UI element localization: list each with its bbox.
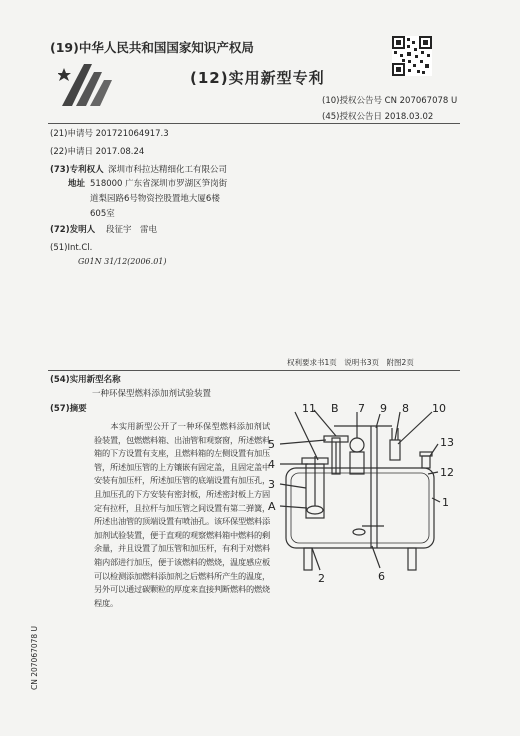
pages-info: 权利要求书1页 说明书3页 附图2页	[287, 358, 414, 367]
utility-model-title: 一种环保型燃料添加剂试验装置	[92, 389, 212, 399]
label-8: 8	[402, 402, 409, 415]
qr-code-icon	[392, 36, 432, 76]
abstract-label: (57)摘要	[50, 404, 87, 414]
side-publication-code: CN 207067078 U	[30, 625, 39, 690]
label-13: 13	[440, 436, 454, 449]
header-divider	[48, 123, 460, 124]
publication-date: (45)授权公告日 2018.03.02	[322, 112, 434, 122]
label-12: 12	[440, 466, 454, 479]
address-line-1: 518000 广东省深圳市罗湖区笋岗街	[90, 179, 228, 189]
ipc-code: G01N 31/12(2006.01)	[78, 257, 167, 266]
address-label: 地址	[68, 179, 86, 189]
label-1: 1	[442, 496, 449, 509]
label-3: 3	[268, 478, 275, 491]
abstract-text: 本实用新型公开了一种环保型燃料添加剂试验装置，包燃燃料箱、出油管和观察窗，所述燃料箱的下方设置有支座，且燃料箱的左侧设置有加压管，所述加压管的上方镶嵌有固定盖，且固定盖中安装有加压杆，所述加压管的底端设置有加压孔，且加压孔的下方安装有密封板，所述密封板上方固定有拉杆，且拉杆与加压管之间设置有第二弹簧，所述出油管的顶端设置有喷油孔。该环保型燃料添加剂试验装置，便于直观的观察燃料箱中燃料的剩余量，并且设置了加压管和加压杆，有利于对燃料箱内部进行加压，便于该燃料的燃烧，温度感应板可以检测添加燃料添加剂之后燃料所产生的温度，另外可以通过碳颗粒的厚度来直接判断燃料的燃烧程度。	[94, 421, 270, 608]
label-2: 2	[318, 572, 325, 585]
device-drawing	[262, 398, 462, 588]
int-cl-label: (51)Int.Cl.	[50, 243, 93, 253]
inventors: 段征宇 雷电	[106, 225, 158, 235]
figure-labels	[268, 402, 454, 585]
label-11: 11	[302, 402, 316, 415]
application-number: (21)申请号 201721064917.3	[50, 129, 169, 139]
title-label: (54)实用新型名称	[50, 375, 121, 385]
publication-number: (10)授权公告号 CN 207067078 U	[322, 96, 458, 106]
label-6: 6	[378, 570, 385, 583]
office-name: (19)中华人民共和国国家知识产权局	[50, 40, 254, 55]
address-line-2: 道梨园路6号物资控股置地大厦6楼	[90, 194, 220, 204]
label-4: 4	[268, 458, 275, 471]
inventor-label: (72)发明人	[50, 225, 96, 235]
filing-date: (22)申请日 2017.08.24	[50, 147, 145, 157]
label-B: B	[331, 402, 339, 415]
cnipa-logo-icon	[58, 60, 118, 112]
label-9: 9	[380, 402, 387, 415]
label-5: 5	[268, 438, 275, 451]
abstract-divider	[48, 370, 460, 371]
label-10: 10	[432, 402, 446, 415]
patent-type: (12)实用新型专利	[190, 69, 325, 87]
label-A: A	[268, 500, 276, 513]
patentee-label: (73)专利权人	[50, 165, 104, 175]
patentee: 深圳市科拉达精细化工有限公司	[108, 165, 228, 175]
label-7: 7	[358, 402, 365, 415]
address-line-3: 605室	[90, 209, 115, 219]
